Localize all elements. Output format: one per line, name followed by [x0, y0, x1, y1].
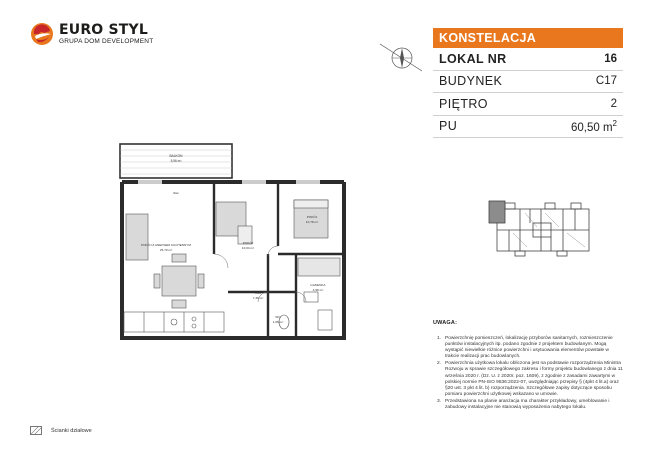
brand-subtitle: GRUPA DOM DEVELOPMENT [59, 37, 154, 45]
legend-label: Ścianki działowe [51, 427, 92, 434]
room1-name: POKÓJ [242, 241, 254, 245]
living-furniture [126, 214, 204, 308]
info-row-unit [433, 48, 623, 71]
balcony [120, 144, 232, 178]
info-row-floor [433, 93, 623, 116]
hall-name: HOL [254, 291, 262, 295]
info-value-unit: 16 [604, 52, 617, 65]
note-item: 1. Powierzchnię pomieszczeń, lokalizację przyborów sanitarnych, rozmieszczenie punktów instalacyjnych itp. podano zgodnie z projektem budowlanym. Mogą wystąpić niewielkie różnice powierzchni i usytuowania elementów powstałe w trakcie realizacji prac budowlanych. [437, 336, 613, 360]
legend [30, 426, 92, 435]
apartment-info-panel [433, 28, 623, 138]
wc-area: 1,65 m² [272, 320, 284, 324]
floor-plan [118, 142, 354, 352]
room-living-name: POKÓJ Z ANEKSEM KUCHENNYM [141, 243, 191, 247]
bathroom-fixtures [279, 258, 340, 330]
room2-area: 10,78 m² [305, 220, 319, 224]
info-value-floor: 2 [610, 97, 617, 110]
info-value-building: C17 [595, 75, 617, 88]
note-text-1: Powierzchnię pomieszczeń, lokalizację przyborów sanitarnych, rozmieszczenie punktów instalacyjnych itp. podano zgodnie z projektem budowlanym. Mogą wystąpić niewielkie różnice powierzchni i usytuowania elementów powstałe w trakcie realizacji prac budowlanych. [445, 336, 613, 360]
compass-icon [378, 38, 424, 78]
balcony-area: 5,96 m² [170, 159, 182, 163]
info-row-area [433, 116, 623, 139]
bath-area: 4,98 m² [312, 288, 324, 292]
note-item: 2. Powierzchnia użytkowa lokalu obliczona jest na podstawie rozporządzenia Ministra Rozwoju w sprawie szczegółowego zakresu i formy projektu budowlanego z dnia 11 września 2020 r. (Dz. U. z 2020r. poz. 1609), z zgodnie z zasadami zawartymi w polskiej normie PN-ISO 9836:2022-07, uwzględniając przepisy § (4pkt 4 lit.a) oraz §20 ust. 3 pkt 4 lit. b) rozporządzenia. Szczegółowe zapisy dotyczące sposobu pomiaru powierzchni użytkowej wskazano w umowie. [437, 361, 623, 397]
partition-wall-swatch-icon [30, 426, 42, 435]
balcony-name: BALKON [169, 154, 183, 158]
building-key-plan [485, 193, 601, 263]
note-text-2: Powierzchnia użytkowa lokalu obliczona jest na podstawie rozporządzenia Ministra Rozwoju w sprawie szczegółowego zakresu i formy projektu budowlanego z dnia 11 września 2020 r. (Dz. U. z 2020r. poz. 1609), z zgodnie z zasadami zawartymi w polskiej normie PN-ISO 9836:2022-07, uwzględniając przepisy § (4pkt 4 lit.a) oraz §20 ust. 3 pkt 4 lit. b) rozporządzenia. Szczegółowe zapisy dotyczące sposobu pomiaru powierzchni użytkowej wskazano w umowie. [445, 361, 623, 397]
info-row-building [433, 71, 623, 94]
brand-logo [30, 22, 153, 46]
bath-name: ŁAZIENKA [310, 283, 326, 287]
hall-area: 7,36 m² [252, 296, 264, 300]
room2-name: POKÓJ [306, 215, 318, 219]
area-unit-sup: 2 [612, 118, 617, 128]
room1-area: 10,04 m² [241, 246, 255, 250]
info-label-building: BUDYNEK [439, 74, 503, 89]
brand-mark-icon [30, 22, 54, 46]
info-label-unit: LOKAL NR [439, 51, 507, 66]
highlighted-unit [489, 201, 505, 223]
area-value: 60,50 m [570, 121, 613, 134]
info-value-area [571, 119, 617, 134]
room-living-area: 25,70 m² [159, 248, 173, 252]
brand-name: EURO STYL [59, 21, 148, 38]
info-label-floor: PIĘTRO [439, 96, 488, 111]
info-label-area: PU [439, 119, 458, 134]
notes-section [433, 320, 623, 412]
notes-title: UWAGA: [433, 320, 458, 326]
label-fktw: fktw [173, 191, 179, 195]
wc-name: WC [275, 315, 281, 319]
note-item: 3. Przedstawiona na planie aranżacja ma charakter przykładowy, umeblowanie i zabudowy instalacyjne nie stanowią wyposażenia nabytego lokalu. [437, 398, 610, 411]
kitchen-counter [124, 312, 224, 332]
investment-name: KONSTELACJA [433, 28, 623, 48]
note-text-3: Przedstawiona na planie aranżacja ma charakter przykładowy, umeblowanie i zabudowy instalacyjne nie stanowią wyposażenia nabytego lokalu. [445, 398, 610, 411]
